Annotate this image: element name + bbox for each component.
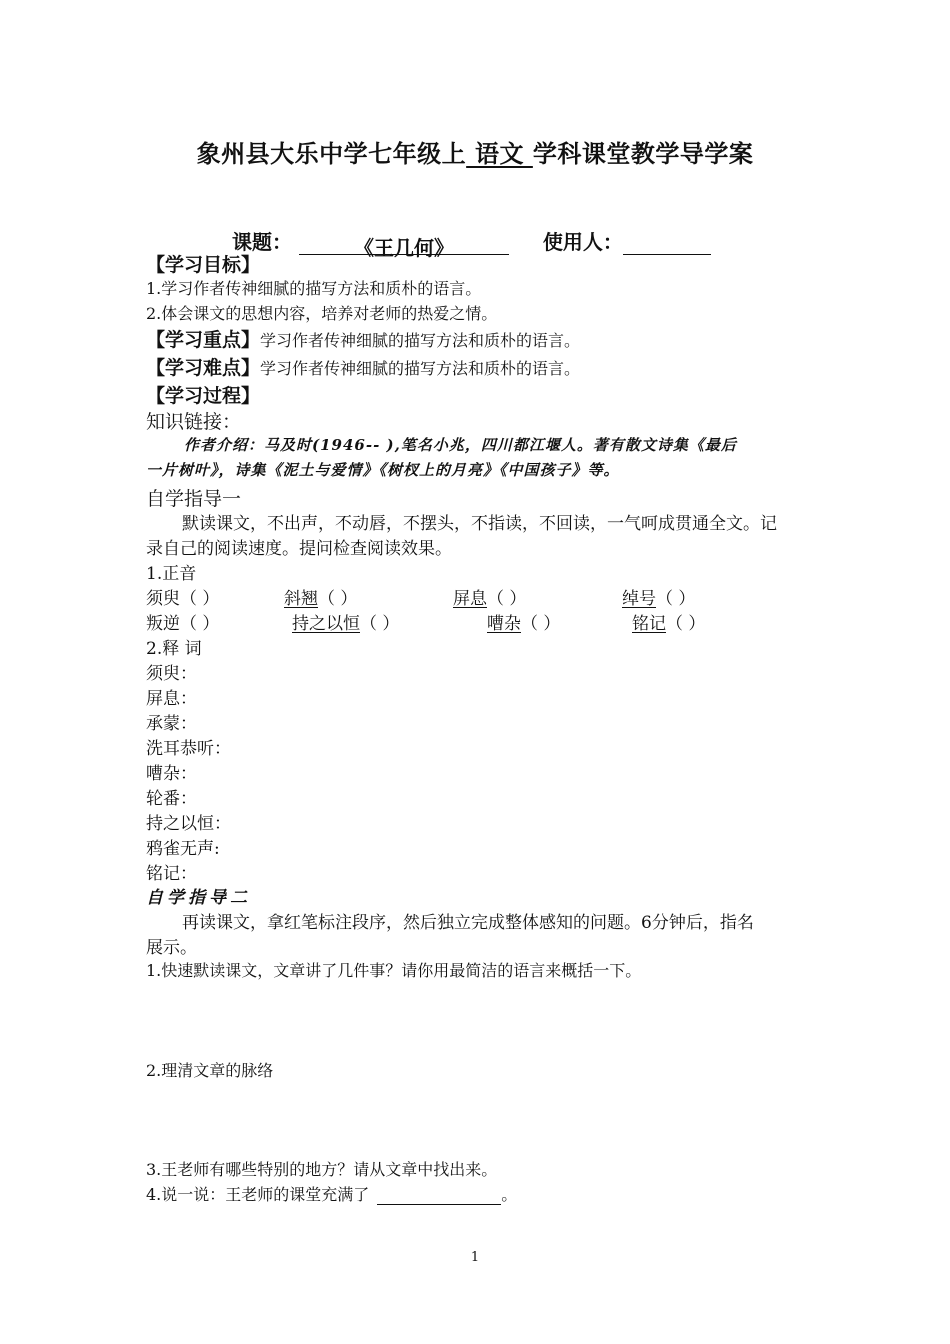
objective-item: 1.学习作者传神细腻的描写方法和质朴的语言。 (146, 279, 482, 298)
pron-blank[interactable]: （ ） (656, 589, 696, 609)
guide2-heading: 自学指导二 (146, 888, 251, 908)
guide1-paragraph-line1: 默读课文，不出声，不动唇，不摆头，不指读，不回读，一气呵成贯通全文。记 (182, 514, 777, 534)
definition-term: 铭记： (146, 864, 197, 884)
lesson-field[interactable] (299, 232, 509, 260)
pron-blank[interactable]: （ ） (180, 589, 220, 609)
pron-word: 须臾 (146, 589, 180, 609)
guide1-paragraph-line2: 录自己的阅读速度。提问检查阅读效果。 (146, 539, 452, 559)
pronunciation-item (292, 609, 399, 634)
page-title (0, 134, 950, 169)
pron-blank[interactable]: （ ） (318, 589, 358, 609)
difficulty-text: 学习作者传神细腻的描写方法和质朴的语言。 (260, 359, 581, 378)
key-point-line (146, 325, 580, 352)
lesson-title: 《王几何》 (353, 236, 454, 260)
lesson-line (232, 226, 711, 260)
definition-term: 轮番： (146, 789, 197, 809)
definition-term: 须臾： (146, 664, 197, 684)
pron-word: 叛逆 (146, 614, 180, 634)
question-3: 3.王老师有哪些特别的地方？请从文章中找出来。 (146, 1160, 498, 1179)
pronunciation-item (146, 609, 219, 634)
key-point-heading: 【学习重点】 (146, 329, 261, 351)
pron-word: 铭记 (632, 614, 666, 634)
definition-term: 持之以恒： (146, 814, 231, 834)
pron-word: 嘈杂 (487, 614, 521, 634)
guide2-paragraph-line1: 再读课文，拿红笔标注段序，然后独立完成整体感知的问题。6分钟后，指名 (182, 913, 754, 933)
pron-blank[interactable]: （ ） (487, 589, 527, 609)
pronunciation-heading: 1.正音 (146, 564, 197, 584)
question-4-prefix: 4.说一说：王老师的课堂充满了 (146, 1185, 370, 1204)
objectives-heading: 【学习目标】 (146, 254, 261, 276)
pronunciation-item (284, 584, 357, 609)
pron-word: 持之以恒 (292, 614, 360, 634)
key-point-text: 学习作者传神细腻的描写方法和质朴的语言。 (260, 331, 581, 350)
pron-word: 绰号 (622, 589, 656, 609)
definition-heading: 2.释 词 (146, 639, 202, 659)
lesson-label: 课题： (232, 230, 292, 254)
definition-term: 洗耳恭听： (146, 739, 231, 759)
guide1-heading: 自学指导一 (146, 488, 242, 510)
pronunciation-item (453, 584, 526, 609)
difficulty-heading: 【学习难点】 (146, 357, 261, 379)
title-subject: 语文 (475, 139, 524, 168)
pron-blank[interactable]: （ ） (666, 614, 706, 634)
title-prefix: 象州县大乐中学七年级上 (196, 139, 467, 168)
process-heading: 【学习过程】 (146, 385, 261, 407)
pron-blank[interactable]: （ ） (180, 614, 220, 634)
knowledge-link-heading: 知识链接： (146, 411, 242, 433)
pron-word: 屏息 (453, 589, 487, 609)
question-1: 1.快速默读课文，文章讲了几件事？请你用最简洁的语言来概括一下。 (146, 961, 642, 980)
user-label: 使用人： (542, 230, 623, 254)
title-suffix: 学科课堂教学导学案 (532, 139, 754, 168)
question-2: 2.理清文章的脉络 (146, 1061, 274, 1080)
difficulty-line (146, 353, 580, 380)
pronunciation-item (632, 609, 705, 634)
definition-term: 鸦雀无声: (146, 839, 220, 859)
question-4 (146, 1182, 517, 1205)
definition-term: 屏息： (146, 689, 197, 709)
pron-blank[interactable]: （ ） (360, 614, 400, 634)
pronunciation-item (487, 609, 560, 634)
definition-term: 承蒙： (146, 714, 197, 734)
pronunciation-row (146, 584, 219, 609)
answer-blank[interactable] (377, 1188, 501, 1205)
page-number: 1 (470, 1250, 480, 1265)
author-intro-line2: 一片树叶》，诗集《泥土与爱情》《树杈上的月亮》《中国孩子》等。 (146, 461, 620, 479)
question-4-suffix: 。 (501, 1185, 518, 1204)
user-field[interactable] (623, 232, 711, 255)
guide2-paragraph-line2: 展示。 (146, 938, 197, 958)
pronunciation-item (622, 584, 695, 609)
definition-term: 嘈杂： (146, 764, 197, 784)
pron-word: 斜翘 (284, 589, 318, 609)
author-intro-line1: 作者介绍：马及时(1946-- ),笔名小兆，四川都江堰人。著有散文诗集《最后 (184, 436, 737, 454)
objective-item: 2.体会课文的思想内容，培养对老师的热爱之情。 (146, 304, 498, 323)
pron-blank[interactable]: （ ） (521, 614, 561, 634)
